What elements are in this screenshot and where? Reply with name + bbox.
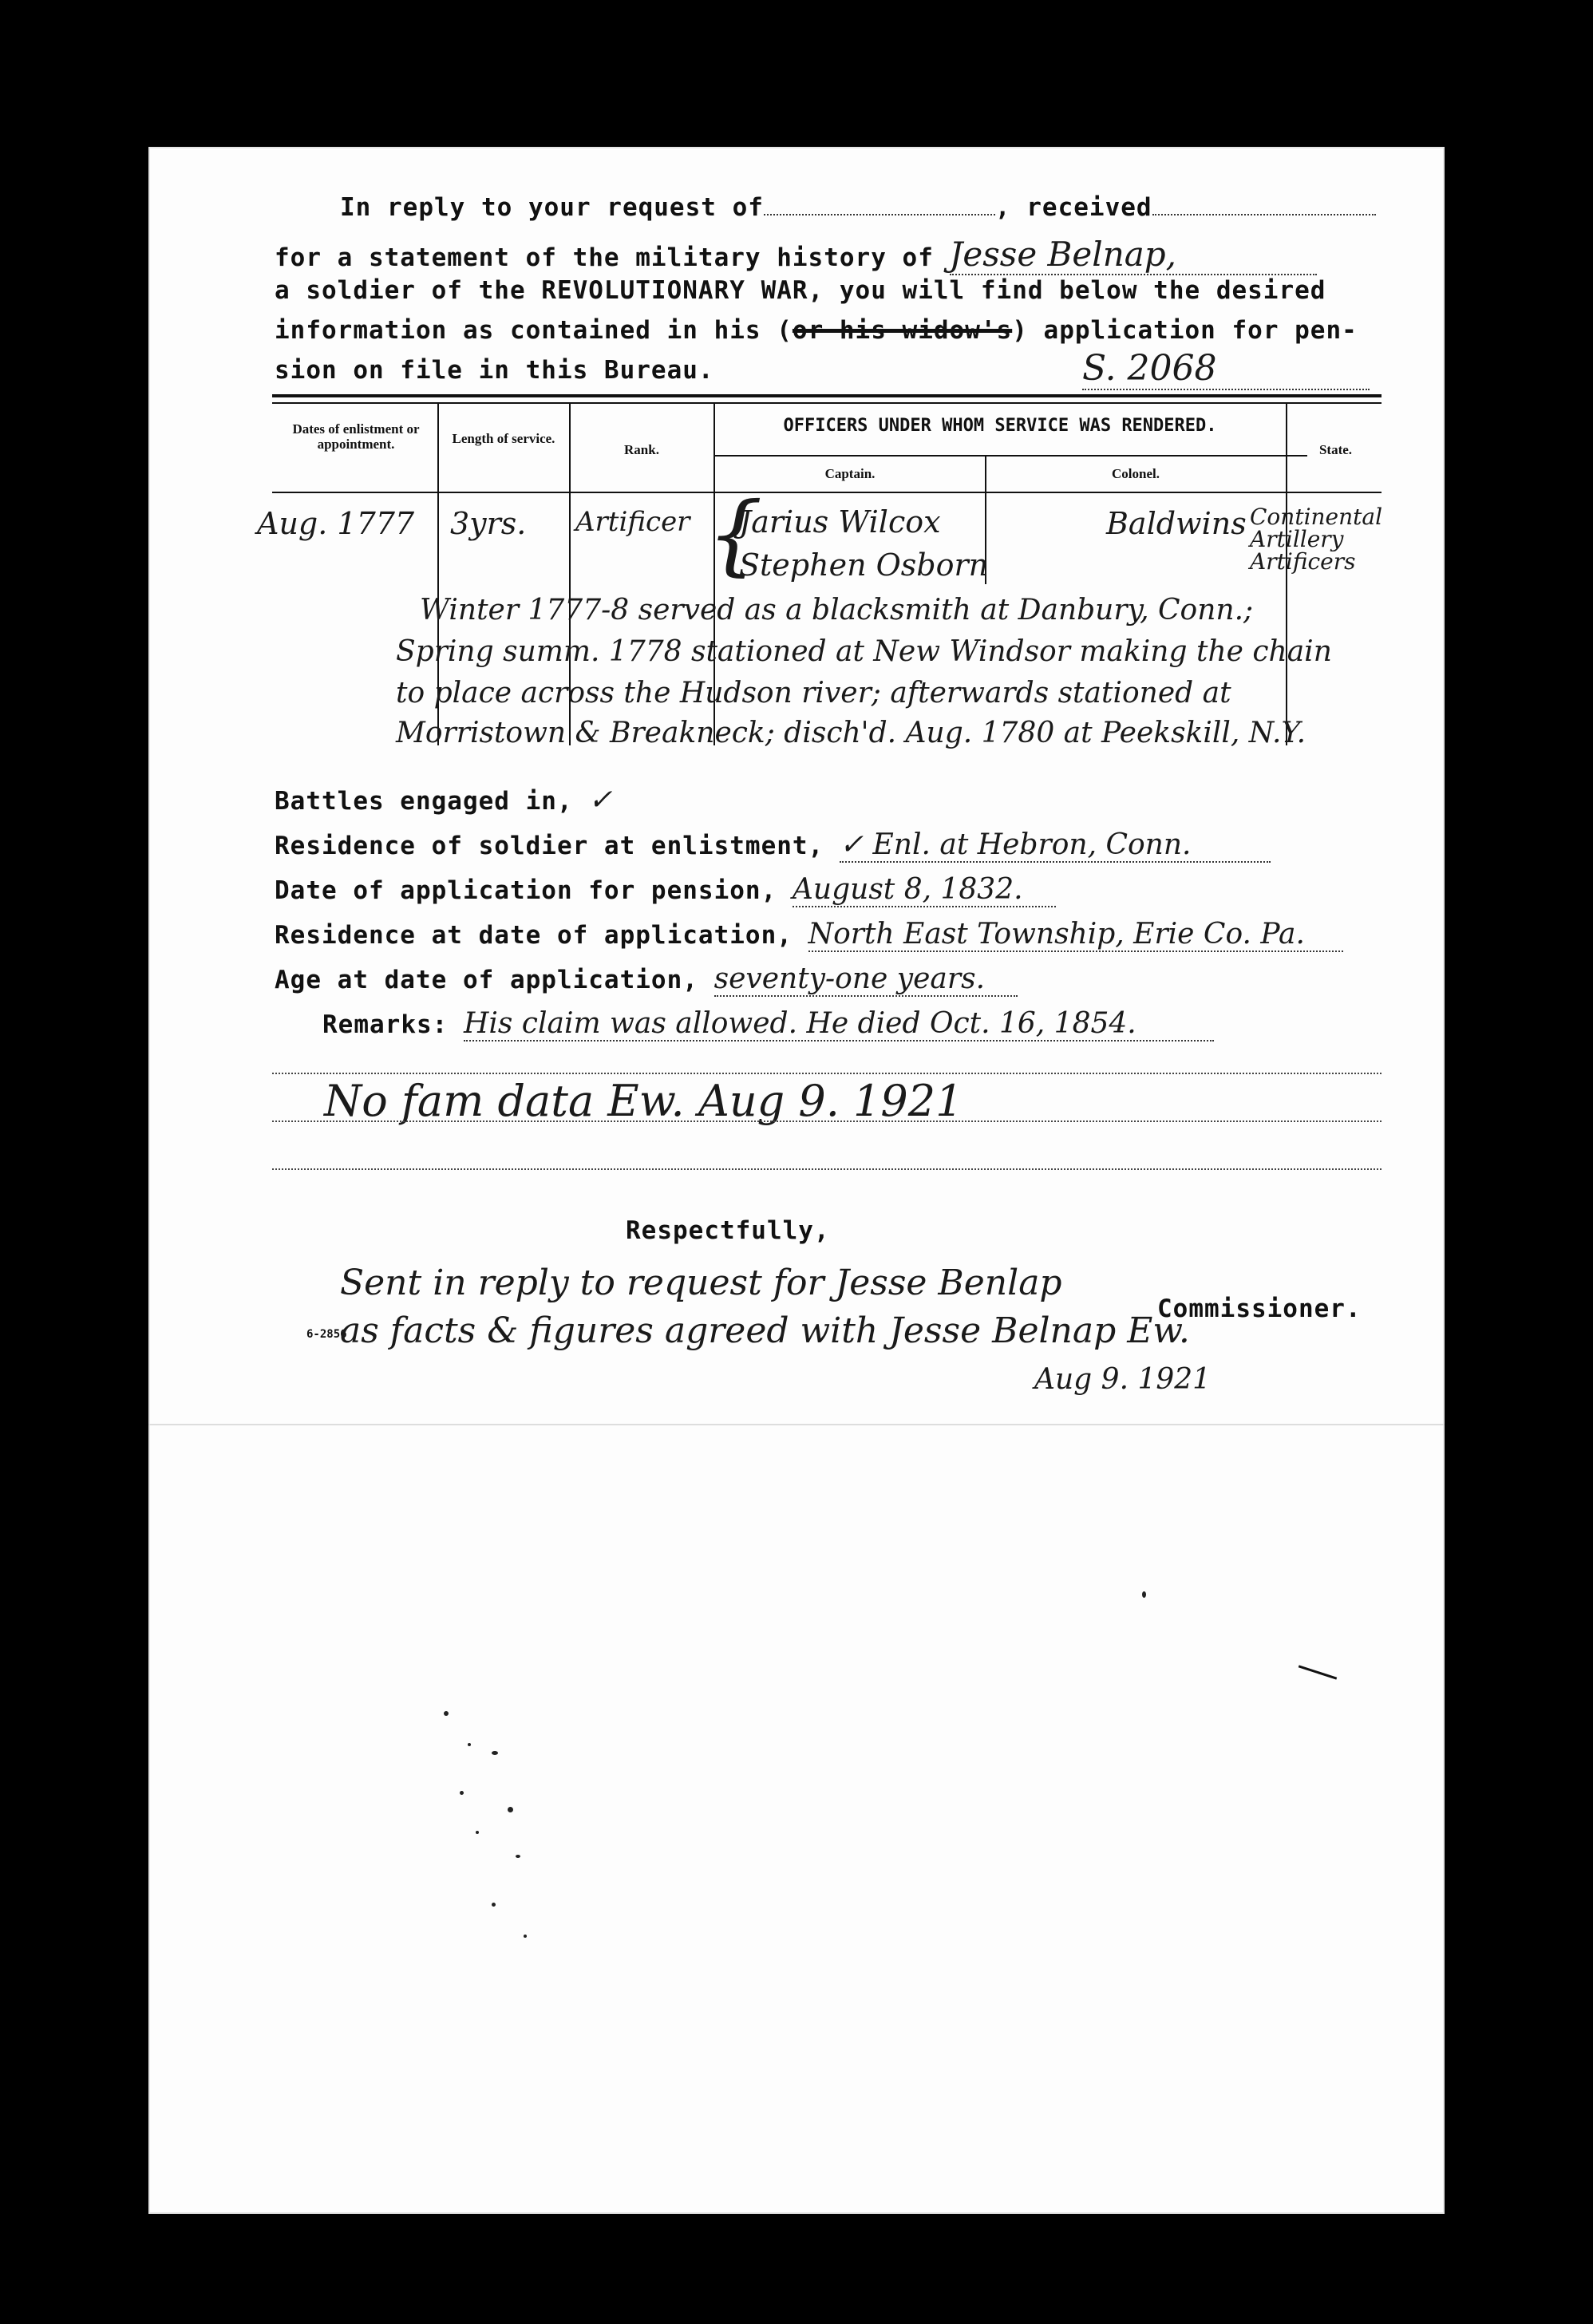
application-date-value: August 8, 1832. xyxy=(793,873,1056,907)
residence-enlistment-value: ✓ Enl. at Hebron, Conn. xyxy=(840,828,1271,863)
received-blank xyxy=(1152,214,1376,215)
cell-captain-1: Jarius Wilcox xyxy=(739,504,941,540)
remarks-label: Remarks: xyxy=(322,1010,449,1039)
soldier-name: Jesse Belnap, xyxy=(950,235,1317,275)
cell-state xyxy=(1250,506,1382,573)
header-officers: OFFICERS UNDER WHOM SERVICE WAS RENDERED. xyxy=(783,416,1217,436)
speckle xyxy=(516,1855,520,1858)
dotted-line-2 xyxy=(272,1120,1382,1122)
officers-subrule xyxy=(713,455,1307,457)
residence-enlistment-label: Residence of soldier at enlistment, xyxy=(275,832,824,860)
age-value: seventy-one years. xyxy=(714,962,1018,997)
field-remarks xyxy=(322,1007,1214,1041)
state-line-2: Artillery xyxy=(1250,526,1344,552)
request-label: In reply to your request of xyxy=(340,193,764,222)
note-line-4: Morristown & Breakneck; disch'd. Aug. 1780 at Peekskill, N.Y. xyxy=(396,717,1306,749)
residence-application-value: North East Township, Erie Co. Pa. xyxy=(808,918,1343,952)
note-line-2: Spring summ. 1778 stationed at New Windsor making the chain xyxy=(396,635,1332,668)
speckle xyxy=(492,1903,496,1907)
letter-line-4 xyxy=(275,316,1358,345)
stray-mark xyxy=(1299,1665,1337,1679)
commissioner: Commissioner. xyxy=(1157,1294,1362,1323)
document-page xyxy=(148,147,1445,2214)
history-label: for a statement of the military history of xyxy=(275,243,934,272)
handwritten-reply-2: as facts & figures agreed with Jesse Belnap Ew. xyxy=(340,1310,1190,1351)
speckle xyxy=(444,1711,449,1716)
state-line-1: Continental xyxy=(1250,504,1383,530)
header-dates: Dates of enlistment or appointment. xyxy=(292,421,420,452)
letter-line-4-a: information as contained in his ( xyxy=(275,316,793,345)
handwritten-reply-1: Sent in reply to request for Jesse Benlap xyxy=(340,1263,1062,1303)
note-line-1: Winter 1777-8 served as a blacksmith at Danbury, Conn.; xyxy=(420,594,1254,626)
remarks-value: His claim was allowed. He died Oct. 16, 1854. xyxy=(464,1007,1214,1041)
speckle xyxy=(492,1751,498,1755)
speckle xyxy=(1142,1591,1146,1598)
field-battles xyxy=(275,784,612,816)
paper-fold xyxy=(148,1424,1445,1425)
letter-line-2 xyxy=(275,235,1317,275)
note-line-3: to place across the Hudson river; afterwards stationed at xyxy=(396,677,1231,709)
header-colonel: Colonel. xyxy=(1112,466,1160,481)
dotted-line-3 xyxy=(272,1168,1382,1170)
speckle xyxy=(524,1935,527,1938)
speckle xyxy=(476,1831,479,1834)
letter-line-1 xyxy=(340,193,1376,222)
handwritten-date: Aug 9. 1921 xyxy=(1034,1363,1212,1396)
dotted-line-1 xyxy=(272,1073,1382,1074)
header-length: Length of service. xyxy=(452,431,555,446)
request-blank xyxy=(764,214,995,215)
header-rank: Rank. xyxy=(624,442,659,457)
table-top-rule xyxy=(272,394,1382,397)
cell-colonel: Baldwins xyxy=(1106,506,1247,541)
cell-length: 3yrs. xyxy=(450,506,527,541)
header-captain: Captain. xyxy=(824,466,876,481)
residence-application-label: Residence at date of application, xyxy=(275,921,793,950)
cell-date: Aug. 1777 xyxy=(257,506,415,541)
struck-text: or his widow's xyxy=(792,316,1013,345)
speckle xyxy=(460,1791,464,1795)
state-line-3: Artificers xyxy=(1250,548,1356,575)
field-residence-application xyxy=(275,918,1343,952)
letter-line-3: a soldier of the REVOLUTIONARY WAR, you will find below the desired xyxy=(275,276,1326,305)
letter-line-5: sion on file in this Bureau. xyxy=(275,356,714,385)
field-residence-enlistment xyxy=(275,828,1271,863)
field-application-date xyxy=(275,873,1056,907)
cell-rank: Artificer xyxy=(575,506,690,538)
header-state: State. xyxy=(1318,442,1353,457)
cell-captain-2: Stephen Osborn xyxy=(739,547,989,583)
letter-line-4-b: ) application for pen- xyxy=(1012,316,1358,345)
file-number: S. 2068 xyxy=(1082,348,1370,390)
speckle xyxy=(468,1743,471,1746)
speckle xyxy=(508,1807,513,1812)
respectfully: Respectfully, xyxy=(626,1216,830,1245)
note-line: No fam data Ew. Aug 9. 1921 xyxy=(324,1076,963,1126)
form-number: 6-2856 xyxy=(306,1328,347,1341)
captain-brace: { xyxy=(707,483,763,585)
received-label: , received xyxy=(994,193,1152,222)
application-date-label: Date of application for pension, xyxy=(275,876,777,905)
field-age xyxy=(275,962,1018,997)
age-label: Age at date of application, xyxy=(275,966,698,994)
battles-label: Battles engaged in, xyxy=(275,787,573,816)
battles-value: ✓ xyxy=(588,784,613,816)
